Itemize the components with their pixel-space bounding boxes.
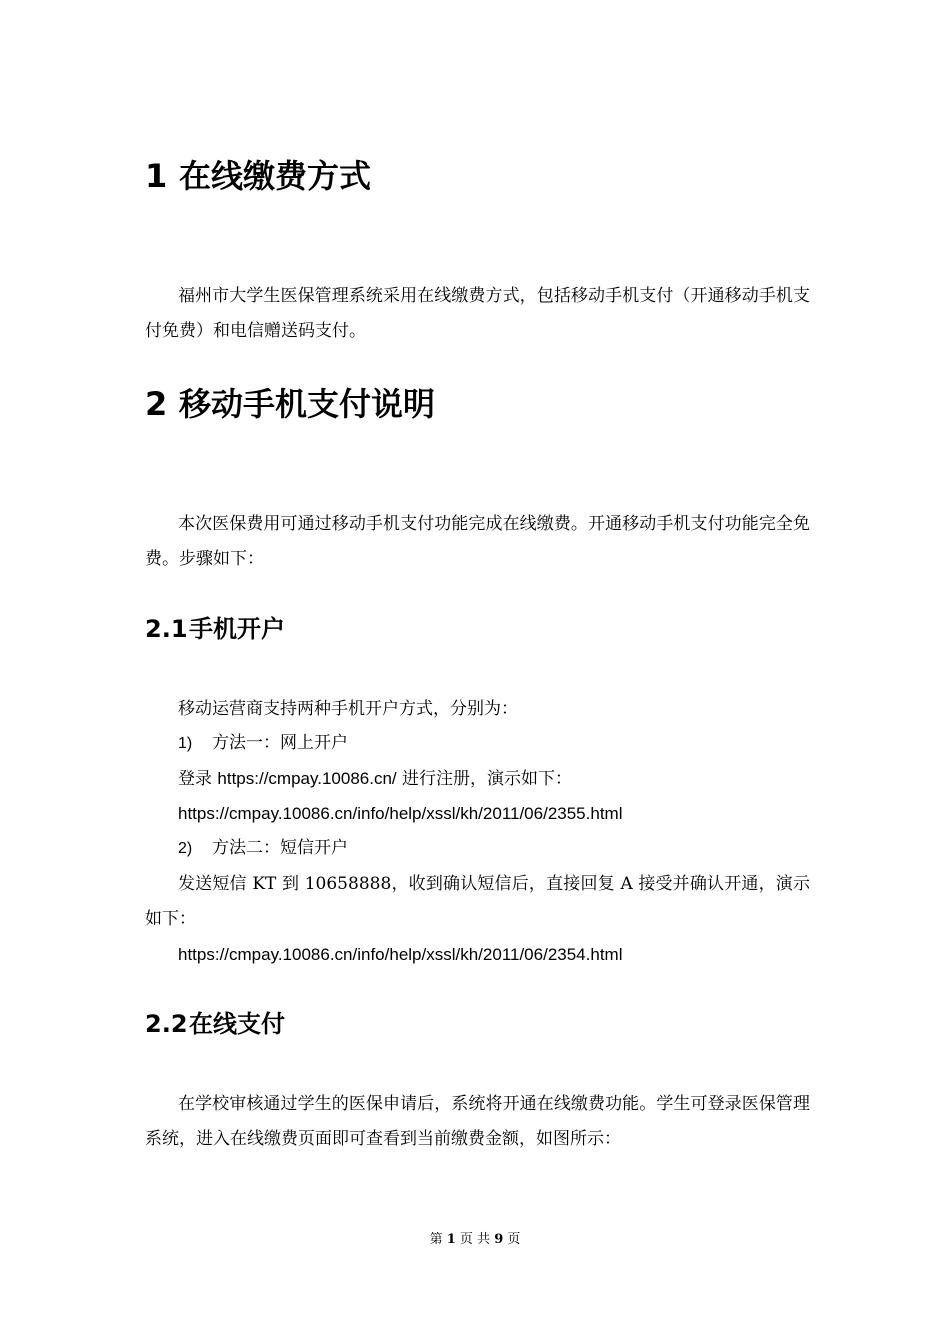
instruction-suffix: 进行注册，演示如下： [396,769,573,789]
heading-number: 2.2 [145,1010,188,1038]
list-item-number: 1) [178,735,193,752]
heading-title: 移动手机支付说明 [179,385,436,423]
method-1-demo-link[interactable]: https://cmpay.10086.cn/info/help/xssl/kh/2011/06/2355.html [178,804,623,823]
page-footer [0,1230,950,1250]
list-item-label: 方法一：网上开户 [212,733,348,753]
heading-number: 2.1 [145,615,188,643]
list-item-label: 方法二：短信开户 [212,838,348,858]
instruction-prefix: 登录 [178,769,218,789]
method-1-instruction [178,761,572,797]
paragraph-online-payment: 在学校审核通过学生的医保申请后，系统将开通在线缴费功能。学生可登录医保管理系统，进入在线缴费页面即可查看到当前缴费金额，如图所示： [145,1094,810,1149]
heading-number: 1 [145,157,168,195]
footer-prefix: 第 [429,1232,447,1247]
heading-section-2-1 [145,614,285,644]
list-item-method-1 [178,726,348,761]
list-item-number: 2) [178,840,193,857]
footer-middle: 页 共 [455,1232,495,1247]
heading-title: 在线支付 [189,1010,285,1038]
heading-section-2-2 [145,1009,285,1039]
heading-title: 手机开户 [189,615,285,643]
footer-current-page: 1 [446,1232,456,1247]
heading-section-2 [145,384,435,424]
paragraph-mobile-payment-intro: 本次医保费用可通过移动手机支付功能完成在线缴费。开通移动手机支付功能完全免费。步骤如下： [145,514,810,569]
heading-title: 在线缴费方式 [179,157,372,195]
account-methods-intro: 移动运营商支持两种手机开户方式，分别为： [178,699,518,719]
footer-total-pages: 9 [494,1232,504,1247]
paragraph-payment-methods: 福州市大学生医保管理系统采用在线缴费方式，包括移动手机支付（开通移动手机支付免费）和电信赠送码支付。 [145,286,810,341]
method-2-instruction: 发送短信 KT 到 10658888，收到确认短信后，直接回复 A 接受并确认开通，演示如下： [145,874,810,929]
footer-suffix: 页 [503,1232,521,1247]
heading-section-1 [145,156,371,196]
method-2-demo-link[interactable]: https://cmpay.10086.cn/info/help/xssl/kh/2011/06/2354.html [178,945,623,964]
heading-number: 2 [145,385,168,423]
list-item-method-2 [178,831,348,866]
cmpay-site-link[interactable]: https://cmpay.10086.cn/ [217,769,397,788]
